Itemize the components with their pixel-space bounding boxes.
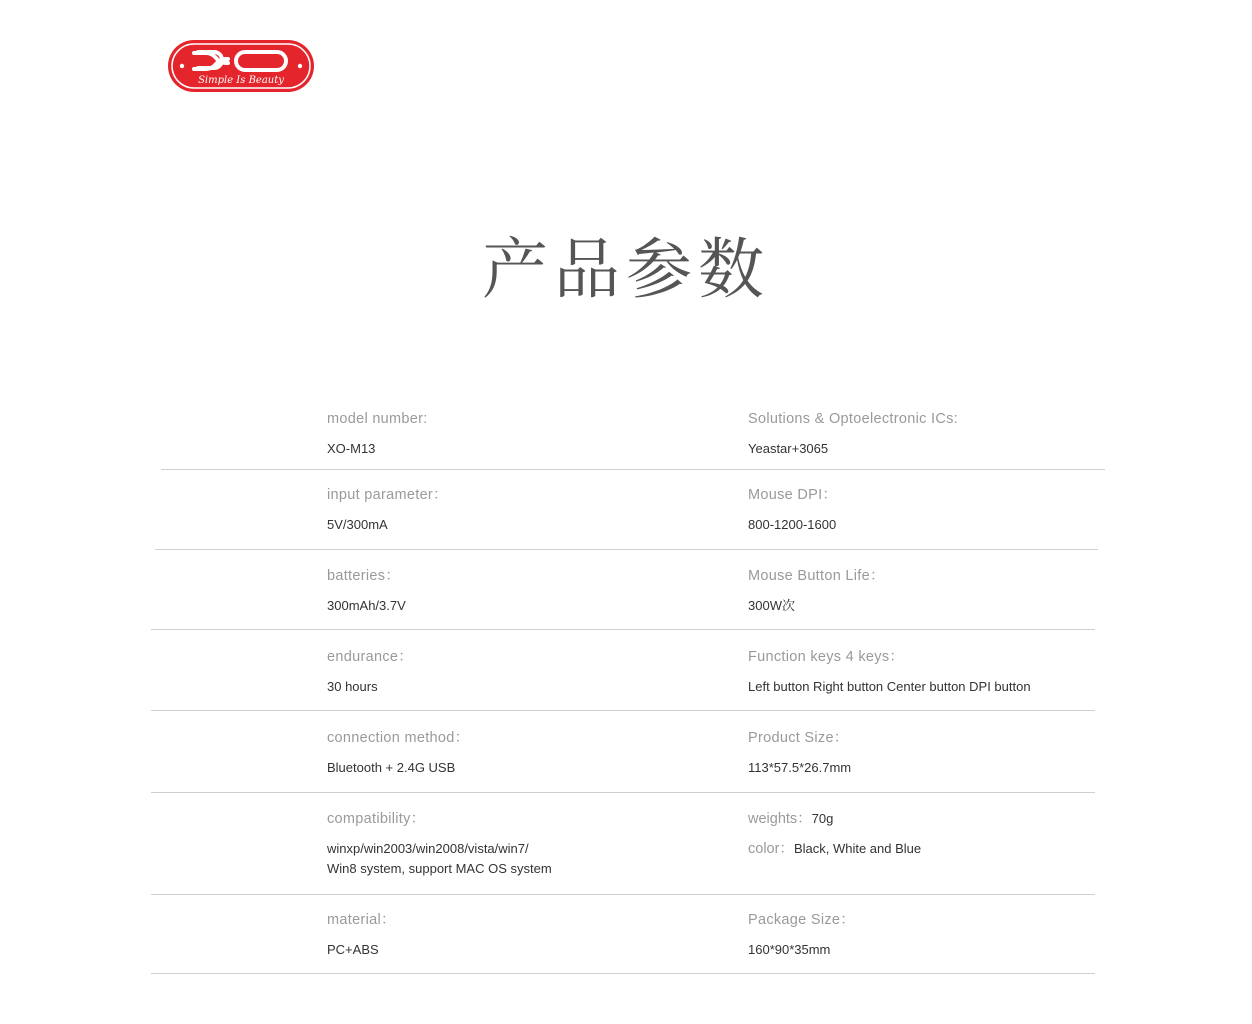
spec-row (0, 810, 1252, 890)
spec-label: compatibility： (327, 811, 426, 827)
spec-cell-endurance (327, 648, 413, 697)
spec-value: Yeastar+3065 (748, 441, 829, 456)
spec-cell-mouse-button-life (748, 567, 885, 616)
spec-cell-solutions-ics (748, 410, 958, 459)
spec-value-line: winxp/win2003/win2008/vista/win7/ (327, 841, 529, 856)
spec-value: 300W次 (748, 598, 795, 613)
spec-value: Bluetooth + 2.4G USB (327, 760, 456, 775)
spec-label: color： (748, 841, 794, 857)
row-divider (151, 629, 1095, 630)
spec-label: Solutions & Optoelectronic ICs: (748, 411, 958, 427)
row-divider (151, 973, 1095, 974)
spec-weights (748, 810, 921, 828)
spec-cell-package-size (748, 911, 855, 960)
row-divider (151, 710, 1095, 711)
spec-value: 160*90*35mm (748, 942, 831, 957)
row-divider (151, 792, 1095, 793)
spec-cell-mouse-dpi (748, 486, 837, 535)
spec-label: model number: (327, 411, 428, 427)
spec-label: material： (327, 912, 396, 928)
spec-label: batteries： (327, 568, 401, 584)
spec-cell-product-size (748, 729, 851, 778)
spec-value: 300mAh/3.7V (327, 598, 406, 613)
spec-cell-function-keys (748, 648, 1031, 697)
spec-value: Black, White and Blue (793, 841, 922, 856)
spec-cell-material (327, 911, 396, 960)
spec-value: XO-M13 (327, 441, 376, 456)
spec-value: PC+ABS (327, 942, 379, 957)
spec-value-line: Win8 system, support MAC OS system (327, 861, 552, 876)
spec-label: Mouse Button Life： (748, 568, 885, 584)
spec-cell-compatibility (327, 810, 552, 879)
spec-label: weights： (748, 811, 812, 827)
spec-value: 113*57.5*26.7mm (748, 760, 852, 775)
spec-label: connection method： (327, 730, 470, 746)
spec-label: Package Size： (748, 912, 856, 928)
xo-logo-icon (166, 38, 316, 94)
page-title: 产品参数 (482, 231, 770, 308)
spec-cell-model-number (327, 410, 428, 459)
spec-row (0, 567, 1252, 647)
spec-row (0, 648, 1252, 728)
spec-value (327, 839, 552, 879)
spec-label: Function keys 4 keys： (748, 649, 905, 665)
row-divider (161, 469, 1105, 470)
spec-label: input parameter： (327, 487, 448, 503)
spec-row (0, 911, 1252, 991)
spec-value: 800-1200-1600 (748, 517, 837, 532)
spec-value: Left button Right button Center button DPI button (748, 679, 1031, 694)
spec-row (0, 729, 1252, 809)
spec-row (0, 410, 1252, 490)
spec-label: Product Size： (748, 730, 849, 746)
row-divider (151, 894, 1095, 895)
spec-cell-input-parameter (327, 486, 448, 535)
spec-label: endurance： (327, 649, 414, 665)
spec-label: Mouse DPI： (748, 487, 838, 503)
brand-tagline: Simple Is Beauty (198, 75, 284, 86)
spec-value: 70g (811, 811, 834, 826)
spec-value: 5V/300mA (327, 517, 388, 532)
spec-color (748, 840, 921, 858)
spec-value: 30 hours (327, 679, 378, 694)
spec-cell-weights-color (748, 810, 921, 870)
spec-row (0, 486, 1252, 566)
brand-logo (166, 38, 316, 94)
row-divider (155, 549, 1098, 550)
spec-cell-batteries (327, 567, 406, 616)
spec-cell-connection-method (327, 729, 469, 778)
